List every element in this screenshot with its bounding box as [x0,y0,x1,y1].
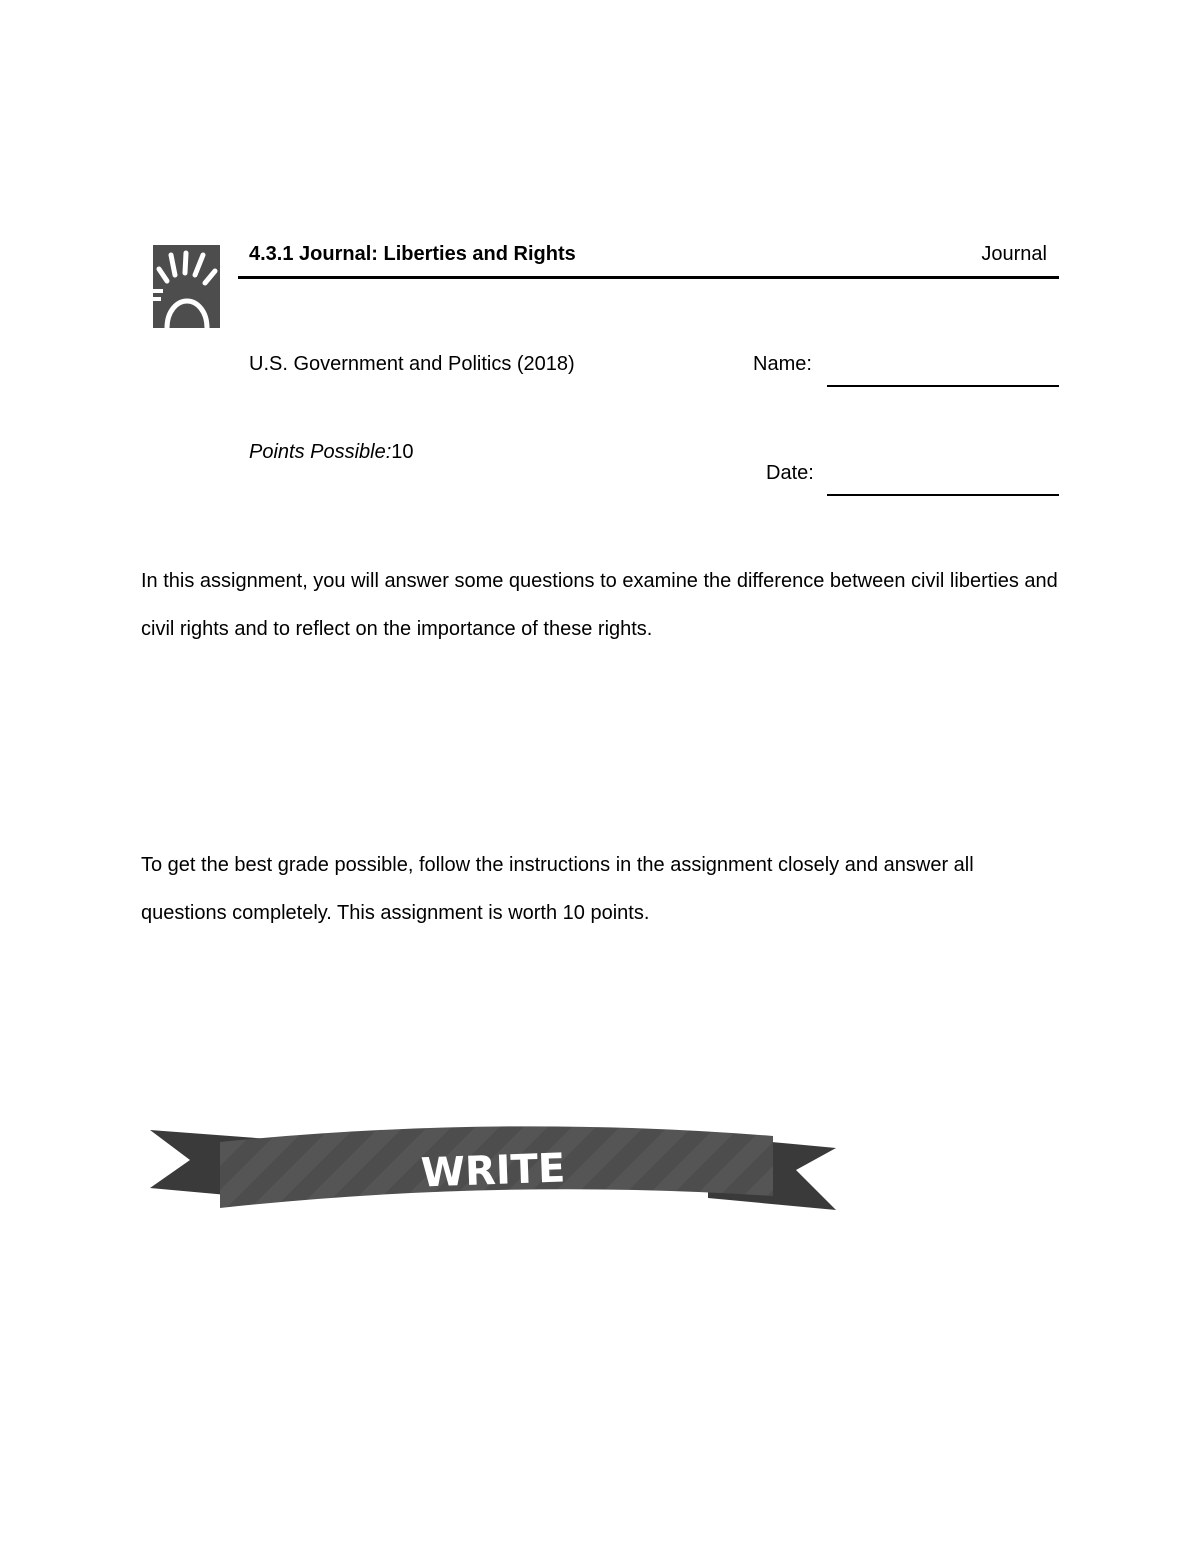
lightbulb-logo-icon [153,245,220,328]
name-field-line[interactable] [827,385,1059,387]
points-value: 10 [391,441,414,463]
instructions-paragraph: To get the best grade possible, follow the instructions in the assignment closely and answer all questions completely. This assignment is worth 10 points. [141,854,974,924]
intro-paragraph: In this assignment, you will answer some questions to examine the difference between civil liberties and civil rights and to reflect on the importance of these rights. [141,570,1058,640]
banner-label: WRITE [420,1145,567,1197]
document-type-label: Journal [981,243,1047,265]
points-label: Points Possible: [249,441,392,463]
name-label: Name: [753,353,812,375]
document-title: 4.3.1 Journal: Liberties and Rights [249,243,576,265]
course-name: U.S. Government and Politics (2018) [249,353,575,375]
date-field-line[interactable] [827,494,1059,496]
write-banner [148,1118,838,1214]
points-possible [249,441,414,464]
date-label: Date: [766,462,814,484]
header-divider [238,276,1059,279]
